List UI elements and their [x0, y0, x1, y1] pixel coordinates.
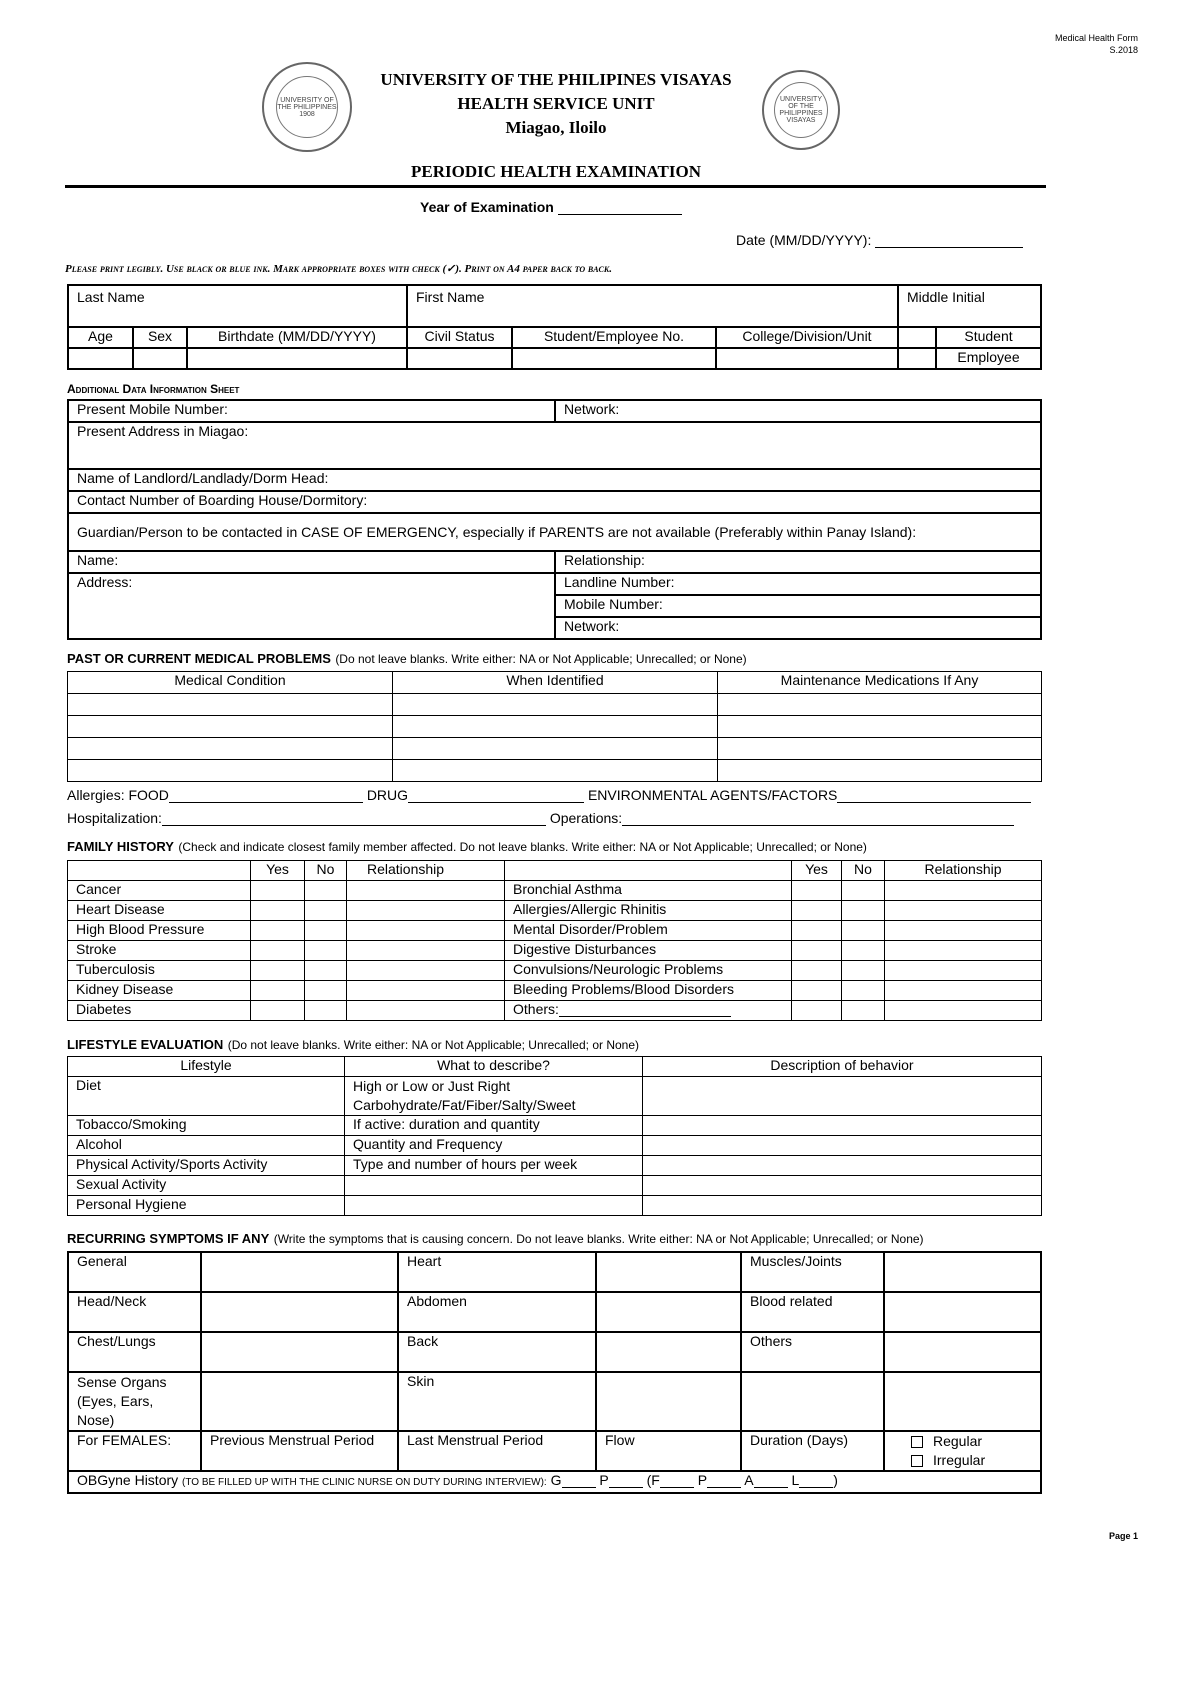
drug-label: DRUG [366, 787, 409, 803]
hospitalization-line [67, 810, 1014, 826]
yes-header-right: Yes [792, 861, 842, 881]
date-label: Date (MM/DD/YYYY): [736, 232, 872, 248]
no-cell[interactable] [305, 881, 347, 901]
relationship-cell[interactable] [347, 961, 505, 981]
irregular-checkbox[interactable] [911, 1455, 923, 1467]
medical-cell[interactable] [393, 738, 718, 760]
regular-checkbox[interactable] [911, 1436, 923, 1448]
lifestyle-name: Physical Activity/Sports Activity [68, 1156, 345, 1176]
allergies-line [67, 787, 1031, 803]
others-field[interactable]: Others: [505, 1001, 792, 1021]
f-input[interactable] [660, 1474, 694, 1488]
symptom-input[interactable] [596, 1252, 741, 1292]
lifestyle-title: LIFESTYLE EVALUATION (Do not leave blanks. Write either: NA or Not Applicable; Unrecalled; or None) [67, 1037, 640, 1052]
middle-initial-field[interactable]: Middle Initial [898, 285, 1041, 327]
behavior-input[interactable] [643, 1077, 1042, 1116]
guardian-name-field[interactable]: Name: [68, 551, 555, 573]
no-cell[interactable] [305, 941, 347, 961]
guardian-relationship-field[interactable]: Relationship: [555, 551, 1041, 573]
relationship-header-right: Relationship [885, 861, 1042, 881]
no-cell[interactable] [842, 981, 885, 1001]
page-title: PERIODIC HEALTH EXAMINATION [411, 162, 701, 181]
flow-field[interactable]: Flow [596, 1431, 741, 1471]
description-header: Description of behavior [643, 1057, 1042, 1077]
environment-input[interactable] [837, 789, 1031, 803]
symptoms-table [67, 1251, 1042, 1494]
last-menstrual-field[interactable]: Last Menstrual Period [398, 1431, 596, 1471]
civil-status-input[interactable] [407, 348, 512, 369]
allergies-food-label: Allergies: FOOD [67, 787, 169, 803]
family-history-title: FAMILY HISTORY (Check and indicate closest family member affected. Do not leave blanks. Write either: NA or Not Applicable; Unrecalled; or None) [67, 839, 867, 854]
medical-cell[interactable] [718, 716, 1042, 738]
birthdate-header: Birthdate (MM/DD/YYYY) [187, 327, 407, 348]
medical-cell[interactable] [68, 716, 393, 738]
employee-checkbox[interactable] [898, 348, 936, 369]
form-name: Medical Health Form [1054, 33, 1138, 43]
p-input[interactable] [609, 1474, 643, 1488]
guardian-network-field[interactable]: Network: [555, 617, 1041, 639]
lifestyle-name: Tobacco/Smoking [68, 1116, 345, 1136]
medical-cell[interactable] [68, 738, 393, 760]
student-no-header: Student/Employee No. [512, 327, 716, 348]
drug-input[interactable] [408, 789, 584, 803]
student-checkbox[interactable] [898, 327, 936, 348]
family-condition: Allergies/Allergic Rhinitis [505, 901, 792, 921]
form-version: S.2018 [1109, 45, 1138, 55]
medical-cell[interactable] [718, 760, 1042, 782]
additional-data-title: Additional Data Information Sheet [67, 382, 240, 396]
header-rule [65, 185, 1046, 188]
no-cell[interactable] [842, 881, 885, 901]
family-condition: Bleeding Problems/Blood Disorders [505, 981, 792, 1001]
behavior-input[interactable] [643, 1116, 1042, 1136]
symptom-input[interactable] [596, 1292, 741, 1332]
symptom-label: Skin [398, 1372, 596, 1431]
symptom-input[interactable] [596, 1372, 741, 1431]
student-no-input[interactable] [512, 348, 716, 369]
relationship-cell[interactable] [347, 981, 505, 1001]
no-cell[interactable] [842, 1001, 885, 1021]
family-left-blank-header [68, 861, 251, 881]
family-condition: Digestive Disturbances [505, 941, 792, 961]
relationship-cell[interactable] [347, 1001, 505, 1021]
medical-condition-header: Medical Condition [68, 672, 393, 694]
relationship-cell[interactable] [885, 1001, 1042, 1021]
no-cell[interactable] [842, 901, 885, 921]
lifestyle-describe: High or Low or Just Right Carbohydrate/Fat/Fiber/Salty/Sweet [345, 1077, 643, 1116]
page-number: Page 1 [1108, 1531, 1138, 1541]
symptom-input[interactable] [201, 1292, 398, 1332]
yes-cell[interactable] [251, 961, 305, 981]
instructions: Please print legibly. Use black or blue ink. Mark appropriate boxes with check (✓). Print on A4 paper back to back. [65, 263, 612, 275]
medical-cell[interactable] [718, 738, 1042, 760]
irregular-option[interactable]: Irregular [911, 1451, 1032, 1470]
a-input[interactable] [754, 1474, 788, 1488]
family-condition: Mental Disorder/Problem [505, 921, 792, 941]
family-history-table [67, 860, 1042, 1021]
lifestyle-describe: Quantity and Frequency [345, 1136, 643, 1156]
medical-cell[interactable] [68, 694, 393, 716]
mobile-number-field[interactable]: Present Mobile Number: [68, 400, 555, 422]
regular-option[interactable]: Regular [911, 1432, 1032, 1451]
no-cell[interactable] [842, 961, 885, 981]
lifestyle-table [67, 1056, 1042, 1216]
unit-name: HEALTH SERVICE UNIT [457, 94, 655, 113]
family-condition: Cancer [68, 881, 251, 901]
no-header-right: No [842, 861, 885, 881]
employee-label: Employee [936, 348, 1041, 369]
when-identified-header: When Identified [393, 672, 718, 694]
maintenance-header: Maintenance Medications If Any [718, 672, 1042, 694]
yes-cell[interactable] [251, 921, 305, 941]
medical-cell[interactable] [393, 716, 718, 738]
symptom-input[interactable] [201, 1332, 398, 1372]
up-seal-text: UNIVERSITY OF THE PHILIPPINES 1908 [276, 76, 338, 138]
symptom-label: Head/Neck [68, 1292, 201, 1332]
l-input[interactable] [799, 1474, 833, 1488]
symptom-input[interactable] [884, 1372, 1041, 1431]
symptom-label: Chest/Lungs [68, 1332, 201, 1372]
no-cell[interactable] [305, 981, 347, 1001]
symptom-input[interactable] [884, 1332, 1041, 1372]
no-cell[interactable] [305, 921, 347, 941]
environment-label: ENVIRONMENTAL AGENTS/FACTORS [587, 787, 838, 803]
symptom-label: Muscles/Joints [741, 1252, 884, 1292]
symptom-label: Back [398, 1332, 596, 1372]
relationship-cell[interactable] [347, 881, 505, 901]
no-cell[interactable] [305, 901, 347, 921]
university-name: UNIVERSITY OF THE PHILIPINES VISAYAS [380, 70, 732, 89]
hospitalization-label: Hospitalization: [67, 810, 162, 826]
no-cell[interactable] [305, 961, 347, 981]
landlord-field[interactable]: Name of Landlord/Landlady/Dorm Head: [68, 469, 1041, 491]
sex-header: Sex [133, 327, 187, 348]
sex-input[interactable] [133, 348, 187, 369]
behavior-input[interactable] [643, 1176, 1042, 1196]
yes-cell[interactable] [792, 961, 842, 981]
yes-cell[interactable] [792, 1001, 842, 1021]
behavior-input[interactable] [643, 1156, 1042, 1176]
lifestyle-name: Sexual Activity [68, 1176, 345, 1196]
year-input[interactable] [558, 201, 682, 215]
network-field[interactable]: Network: [555, 400, 1041, 422]
symptom-input[interactable] [596, 1332, 741, 1372]
relationship-cell[interactable] [347, 901, 505, 921]
lifestyle-describe: Type and number of hours per week [345, 1156, 643, 1176]
symptom-label: Others [741, 1332, 884, 1372]
relationship-header: Relationship [347, 861, 505, 881]
hospitalization-input[interactable] [162, 812, 546, 826]
symptom-input[interactable] [201, 1252, 398, 1292]
yes-cell[interactable] [792, 901, 842, 921]
symptom-input[interactable] [884, 1252, 1041, 1292]
upv-seal-text: UNIVERSITY OF THE PHILIPPINES VISAYAS [774, 82, 828, 138]
behavior-input[interactable] [643, 1136, 1042, 1156]
medical-problems-title: PAST OR CURRENT MEDICAL PROBLEMS (Do not leave blanks. Write either: NA or Not Applicable; Unrecalled; or None) [67, 651, 747, 666]
medical-cell[interactable] [393, 694, 718, 716]
yes-cell[interactable] [251, 881, 305, 901]
symptom-input[interactable] [884, 1292, 1041, 1332]
last-name-field[interactable]: Last Name [68, 285, 407, 327]
relationship-cell[interactable] [885, 921, 1042, 941]
lifestyle-describe: If active: duration and quantity [345, 1116, 643, 1136]
location: Miagao, Iloilo [505, 118, 607, 137]
relationship-cell[interactable] [885, 881, 1042, 901]
lifestyle-name: Alcohol [68, 1136, 345, 1156]
guardian-label: Guardian/Person to be contacted in CASE OF EMERGENCY, especially if PARENTS are not available (Preferably within Panay Island): [68, 513, 1041, 551]
age-header: Age [68, 327, 133, 348]
symptoms-title: RECURRING SYMPTOMS IF ANY (Write the symptoms that is causing concern. Do not leave blanks. Write either: NA or Not Applicable; Unrecalled; or None) [67, 1231, 924, 1246]
lifestyle-describe [345, 1176, 643, 1196]
symptom-label: Heart [398, 1252, 596, 1292]
relationship-cell[interactable] [885, 941, 1042, 961]
symptom-input[interactable] [201, 1372, 398, 1431]
relationship-cell[interactable] [347, 921, 505, 941]
no-cell[interactable] [842, 941, 885, 961]
date-input[interactable] [875, 234, 1023, 248]
lifestyle-describe [345, 1196, 643, 1216]
family-right-blank-header [505, 861, 792, 881]
year-label: Year of Examination [420, 199, 554, 215]
symptom-label: Sense Organs (Eyes, Ears, Nose) [68, 1372, 201, 1431]
no-header: No [305, 861, 347, 881]
previous-menstrual-field[interactable]: Previous Menstrual Period [201, 1431, 398, 1471]
regularity-options [884, 1431, 1041, 1471]
college-input[interactable] [716, 348, 898, 369]
guardian-mobile-field[interactable]: Mobile Number: [555, 595, 1041, 617]
age-input[interactable] [68, 348, 133, 369]
yes-cell[interactable] [792, 921, 842, 941]
relationship-cell[interactable] [885, 981, 1042, 1001]
family-condition: High Blood Pressure [68, 921, 251, 941]
boarding-contact-field[interactable]: Contact Number of Boarding House/Dormitory: [68, 491, 1041, 513]
no-cell[interactable] [842, 921, 885, 941]
family-condition: Heart Disease [68, 901, 251, 921]
yes-cell[interactable] [792, 941, 842, 961]
what-to-describe-header: What to describe? [345, 1057, 643, 1077]
g-input[interactable] [562, 1474, 596, 1488]
birthdate-input[interactable] [187, 348, 407, 369]
operations-input[interactable] [622, 812, 1014, 826]
medical-cell[interactable] [718, 694, 1042, 716]
for-females-label: For FEMALES: [68, 1431, 201, 1471]
medical-problems-table [67, 671, 1042, 782]
lifestyle-header: Lifestyle [68, 1057, 345, 1077]
behavior-input[interactable] [643, 1196, 1042, 1216]
yes-cell[interactable] [792, 981, 842, 1001]
p2-input[interactable] [707, 1474, 741, 1488]
symptom-label: Blood related [741, 1292, 884, 1332]
relationship-cell[interactable] [347, 941, 505, 961]
lifestyle-name: Diet [68, 1077, 345, 1116]
first-name-field[interactable]: First Name [407, 285, 898, 327]
no-cell[interactable] [305, 1001, 347, 1021]
yes-cell[interactable] [251, 981, 305, 1001]
symptom-label: General [68, 1252, 201, 1292]
yes-cell[interactable] [792, 881, 842, 901]
yes-cell[interactable] [251, 941, 305, 961]
guardian-landline-field[interactable]: Landline Number: [555, 573, 1041, 595]
family-condition: Kidney Disease [68, 981, 251, 1001]
additional-data-table [67, 399, 1042, 640]
duration-field[interactable]: Duration (Days) [741, 1431, 884, 1471]
relationship-cell[interactable] [885, 961, 1042, 981]
operations-label: Operations: [549, 810, 623, 826]
family-condition: Convulsions/Neurologic Problems [505, 961, 792, 981]
family-condition: Bronchial Asthma [505, 881, 792, 901]
yes-cell[interactable] [251, 1001, 305, 1021]
relationship-cell[interactable] [885, 901, 1042, 921]
date-field [736, 232, 1023, 248]
symptom-blank [741, 1372, 884, 1431]
college-header: College/Division/Unit [716, 327, 898, 348]
medical-cell[interactable] [68, 760, 393, 782]
allergies-food-input[interactable] [169, 789, 363, 803]
obgyne-history: OBGyne History (TO BE FILLED UP WITH THE CLINIC NURSE ON DUTY DURING INTERVIEW): G P (F P A L ) [68, 1471, 1041, 1493]
form-code [1055, 32, 1138, 56]
lifestyle-name: Personal Hygiene [68, 1196, 345, 1216]
address-field[interactable]: Present Address in Miagao: [68, 422, 1041, 469]
year-of-examination [420, 199, 682, 215]
medical-cell[interactable] [393, 760, 718, 782]
family-condition: Diabetes [68, 1001, 251, 1021]
family-condition: Stroke [68, 941, 251, 961]
symptom-label: Abdomen [398, 1292, 596, 1332]
student-label: Student [936, 327, 1041, 348]
family-condition: Tuberculosis [68, 961, 251, 981]
yes-header: Yes [251, 861, 305, 881]
yes-cell[interactable] [251, 901, 305, 921]
guardian-address-field[interactable]: Address: [68, 573, 555, 639]
personal-info-table [67, 284, 1042, 370]
civil-status-header: Civil Status [407, 327, 512, 348]
